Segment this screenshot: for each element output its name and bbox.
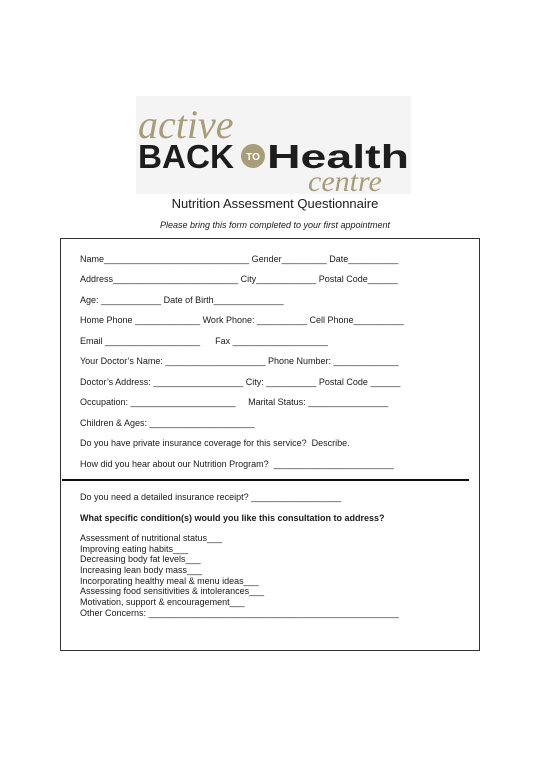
email-fax-line[interactable]: Email ___________________ Fax ___________________ xyxy=(80,336,328,346)
condition-item[interactable]: Incorporating healthy meal & menu ideas___ xyxy=(80,575,259,586)
conditions-heading: What specific condition(s) would you like this consultation to address? xyxy=(80,513,385,523)
condition-item[interactable]: Assessing food sensitivities & intolerances___ xyxy=(80,586,265,597)
address-city-postal-line[interactable]: Address_________________________ City____________ Postal Code______ xyxy=(80,274,398,284)
conditions-list xyxy=(80,533,399,619)
logo-graphic xyxy=(136,96,411,194)
children-ages-line[interactable]: Children & Ages: _____________________ xyxy=(80,418,255,428)
insurance-coverage-question: Do you have private insurance coverage for this service? Describe. xyxy=(80,438,350,448)
section-divider xyxy=(62,479,469,481)
referral-source-line[interactable]: How did you hear about our Nutrition Program? ________________________ xyxy=(80,459,394,469)
clinic-logo xyxy=(136,96,411,194)
condition-item[interactable]: Other Concerns: __________________________________________________ xyxy=(80,607,399,618)
insurance-receipt-line[interactable]: Do you need a detailed insurance receipt? __________________ xyxy=(80,492,342,502)
condition-item[interactable]: Assessment of nutritional status___ xyxy=(80,533,223,543)
logo-word-centre: centre xyxy=(308,165,382,194)
doctor-address-line[interactable]: Doctor’s Address: __________________ City: __________ Postal Code ______ xyxy=(80,377,401,387)
condition-item[interactable]: Decreasing body fat levels___ xyxy=(80,554,201,565)
phone-numbers-line[interactable]: Home Phone _____________ Work Phone: __________ Cell Phone__________ xyxy=(80,315,404,325)
logo-word-to: TO xyxy=(246,152,260,163)
doctor-name-phone-line[interactable]: Your Doctor’s Name: ____________________ Phone Number: _____________ xyxy=(80,356,399,366)
condition-item[interactable]: Increasing lean body mass___ xyxy=(80,565,203,576)
form-title: Nutrition Assessment Questionnaire xyxy=(171,196,379,211)
occupation-marital-line[interactable]: Occupation: _____________________ Marital Status: ________________ xyxy=(80,397,389,407)
logo-word-active: active xyxy=(138,102,234,147)
form-instruction-note: Please bring this form completed to your first appointment xyxy=(159,220,391,230)
condition-item[interactable]: Improving eating habits___ xyxy=(80,543,189,554)
logo-word-health: Health xyxy=(267,138,409,175)
logo-word-back: BACK xyxy=(138,138,235,175)
condition-item[interactable]: Motivation, support & encouragement___ xyxy=(80,597,245,608)
age-dob-line[interactable]: Age: ____________ Date of Birth______________ xyxy=(80,295,284,305)
name-gender-date-line[interactable]: Name_____________________________ Gender_________ Date__________ xyxy=(80,254,399,264)
